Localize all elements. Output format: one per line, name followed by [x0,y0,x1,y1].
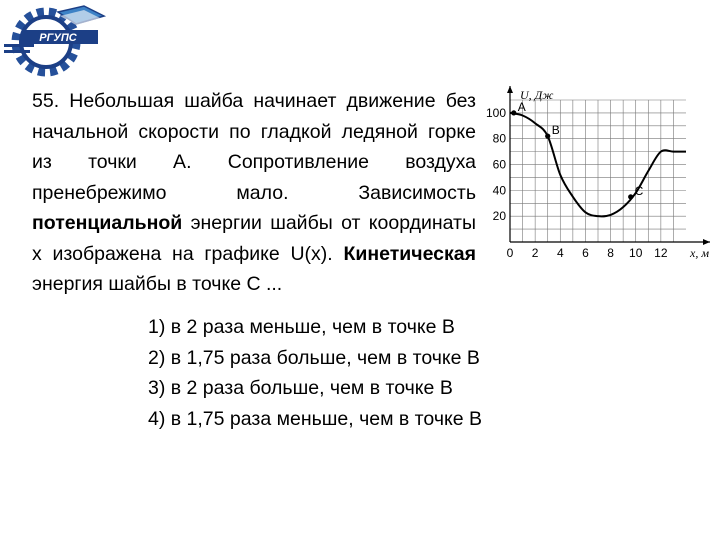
problem-number: 55. [32,90,60,112]
y-tick-label: 40 [492,183,506,198]
logo-text: РГУПС [39,32,77,44]
problem-bold-word2: Кинетическая [343,242,476,265]
x-tick-label: 2 [531,246,539,260]
problem-text-before: Небольшая шайба начинает движение без начальной скорости по гладкой ледяной горке из точки А. Сопротивление воздуха пренебрежимо мало. Зависимость [32,90,477,204]
answer-options [86,312,546,434]
x-tick-label: 0 [506,246,514,260]
problem-text [32,86,476,300]
answer-option-4[interactable]: 4) в 1,75 раза меньше, чем в точке В [148,407,482,430]
y-tick-label: 100 [485,105,506,120]
problem-bold-word: потенциальной [32,212,183,234]
point-c [628,194,633,199]
x-tick-label: 12 [654,246,668,260]
x-tick-label: 8 [607,246,614,260]
point-label-c: C [634,183,644,198]
y-axis-arrow [507,86,513,93]
point-label-a: A [517,99,526,114]
point-label-b: B [551,123,560,138]
answer-option-3[interactable]: 3) в 2 раза больше, чем в точке В [148,377,453,399]
potential-energy-chart [478,82,720,274]
problem-text-after: энергия шайбы в точке С ... [32,273,283,295]
y-tick-label: 20 [492,209,506,224]
x-axis-label: x, м [690,246,709,260]
y-axis-label: U, Дж [520,88,554,102]
problem-text-middle: энергии шайбы от координаты х изображена на графике U(x). [32,212,476,265]
answer-option-1[interactable]: 1) в 2 раза меньше, чем в точке В [148,316,455,338]
point-b [545,134,550,139]
book-icon [58,6,104,25]
rgups-logo [0,0,112,82]
answer-option-2[interactable]: 2) в 1,75 раза больше, чем в точке В [148,346,480,369]
y-tick-label: 80 [492,131,506,146]
x-tick-label: 4 [556,246,564,260]
x-axis-arrow [703,239,710,245]
y-tick-label: 60 [492,157,506,172]
point-a [511,110,516,115]
x-tick-label: 10 [629,246,643,260]
x-tick-label: 6 [582,246,589,260]
